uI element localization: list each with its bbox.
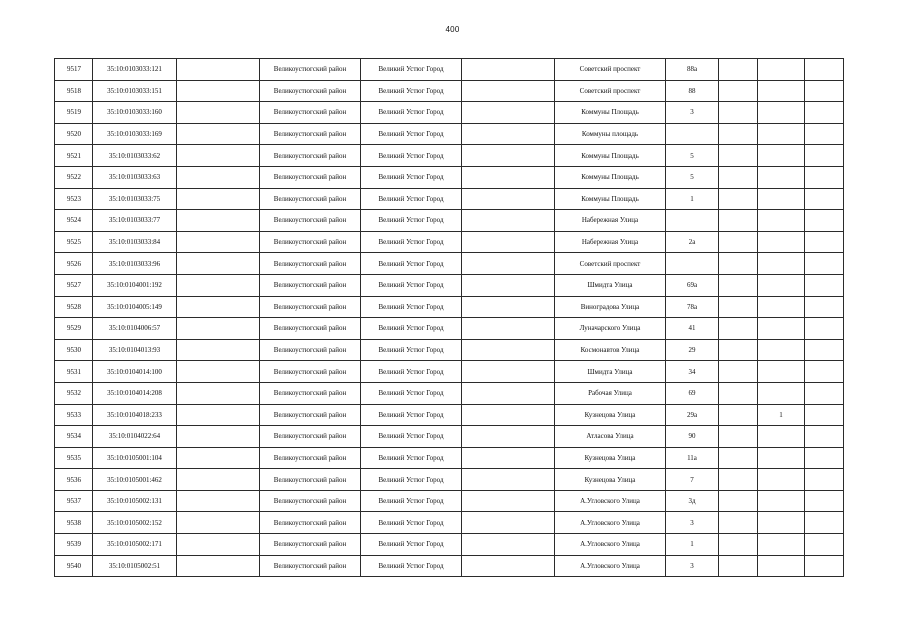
empty-cell: [177, 274, 260, 296]
empty-cell: [719, 555, 758, 577]
empty-cell: [462, 210, 555, 232]
district-cell: Великоустюгский район: [260, 382, 361, 404]
district-cell: Великоустюгский район: [260, 512, 361, 534]
extra-value-cell: [758, 210, 805, 232]
cadastral-number-cell: 35:10:0105001:462: [93, 469, 177, 491]
cadastral-number-cell: 35:10:0104018:233: [93, 404, 177, 426]
street-cell: Коммуны Площадь: [555, 188, 666, 210]
extra-value-cell: [758, 123, 805, 145]
empty-cell: [805, 404, 844, 426]
city-cell: Великий Устюг Город: [361, 555, 462, 577]
city-cell: Великий Устюг Город: [361, 512, 462, 534]
row-number-cell: 9532: [55, 382, 93, 404]
empty-cell: [177, 231, 260, 253]
row-number-cell: 9518: [55, 80, 93, 102]
extra-value-cell: [758, 555, 805, 577]
row-number-cell: 9524: [55, 210, 93, 232]
extra-value-cell: [758, 426, 805, 448]
city-cell: Великий Устюг Город: [361, 210, 462, 232]
cadastral-number-cell: 35:10:0104005:149: [93, 296, 177, 318]
cadastral-number-cell: 35:10:0103033:169: [93, 123, 177, 145]
extra-value-cell: [758, 512, 805, 534]
extra-value-cell: [758, 361, 805, 383]
house-number-cell: [666, 123, 719, 145]
table-row: [55, 361, 844, 383]
district-cell: Великоустюгский район: [260, 490, 361, 512]
empty-cell: [177, 339, 260, 361]
empty-cell: [177, 210, 260, 232]
cadastral-number-cell: 35:10:0104001:192: [93, 274, 177, 296]
city-cell: Великий Устюг Город: [361, 534, 462, 556]
empty-cell: [177, 404, 260, 426]
empty-cell: [177, 253, 260, 275]
street-cell: Набережная Улица: [555, 231, 666, 253]
cadastral-number-cell: 35:10:0103033:62: [93, 145, 177, 167]
empty-cell: [462, 490, 555, 512]
table-row: [55, 166, 844, 188]
empty-cell: [462, 123, 555, 145]
empty-cell: [805, 145, 844, 167]
street-cell: Коммуны Площадь: [555, 102, 666, 124]
extra-value-cell: [758, 188, 805, 210]
empty-cell: [805, 318, 844, 340]
empty-cell: [177, 296, 260, 318]
empty-cell: [462, 361, 555, 383]
house-number-cell: 29а: [666, 404, 719, 426]
empty-cell: [719, 274, 758, 296]
extra-value-cell: [758, 80, 805, 102]
street-cell: Шмидта Улица: [555, 361, 666, 383]
cadastral-number-cell: 35:10:0104006:57: [93, 318, 177, 340]
street-cell: Коммуны Площадь: [555, 145, 666, 167]
house-number-cell: 5: [666, 166, 719, 188]
empty-cell: [177, 469, 260, 491]
table-row: [55, 59, 844, 81]
table-row: [55, 318, 844, 340]
empty-cell: [177, 166, 260, 188]
cadastral-number-cell: 35:10:0103033:77: [93, 210, 177, 232]
empty-cell: [462, 426, 555, 448]
empty-cell: [177, 123, 260, 145]
table-row: [55, 80, 844, 102]
district-cell: Великоустюгский район: [260, 426, 361, 448]
empty-cell: [719, 447, 758, 469]
house-number-cell: 2а: [666, 231, 719, 253]
district-cell: Великоустюгский район: [260, 253, 361, 275]
empty-cell: [719, 490, 758, 512]
empty-cell: [177, 447, 260, 469]
row-number-cell: 9523: [55, 188, 93, 210]
table-row: [55, 102, 844, 124]
empty-cell: [462, 404, 555, 426]
empty-cell: [462, 339, 555, 361]
row-number-cell: 9535: [55, 447, 93, 469]
city-cell: Великий Устюг Город: [361, 469, 462, 491]
table-row: [55, 382, 844, 404]
city-cell: Великий Устюг Город: [361, 339, 462, 361]
empty-cell: [719, 80, 758, 102]
street-cell: Советский проспект: [555, 80, 666, 102]
empty-cell: [462, 534, 555, 556]
city-cell: Великий Устюг Город: [361, 318, 462, 340]
empty-cell: [719, 59, 758, 81]
district-cell: Великоустюгский район: [260, 404, 361, 426]
empty-cell: [177, 382, 260, 404]
row-number-cell: 9533: [55, 404, 93, 426]
street-cell: А.Угловского Улица: [555, 534, 666, 556]
empty-cell: [177, 145, 260, 167]
empty-cell: [719, 382, 758, 404]
district-cell: Великоустюгский район: [260, 318, 361, 340]
district-cell: Великоустюгский район: [260, 534, 361, 556]
empty-cell: [719, 231, 758, 253]
district-cell: Великоустюгский район: [260, 102, 361, 124]
empty-cell: [805, 361, 844, 383]
house-number-cell: 69: [666, 382, 719, 404]
empty-cell: [805, 231, 844, 253]
district-cell: Великоустюгский район: [260, 59, 361, 81]
row-number-cell: 9521: [55, 145, 93, 167]
street-cell: Космонавтов Улица: [555, 339, 666, 361]
extra-value-cell: [758, 318, 805, 340]
table-row: [55, 490, 844, 512]
city-cell: Великий Устюг Город: [361, 145, 462, 167]
extra-value-cell: [758, 534, 805, 556]
city-cell: Великий Устюг Город: [361, 404, 462, 426]
empty-cell: [719, 145, 758, 167]
row-number-cell: 9527: [55, 274, 93, 296]
empty-cell: [462, 274, 555, 296]
street-cell: Советский проспект: [555, 253, 666, 275]
extra-value-cell: [758, 274, 805, 296]
table-row: [55, 253, 844, 275]
district-cell: Великоустюгский район: [260, 80, 361, 102]
extra-value-cell: [758, 490, 805, 512]
table-row: [55, 404, 844, 426]
street-cell: Виноградова Улица: [555, 296, 666, 318]
city-cell: Великий Устюг Город: [361, 80, 462, 102]
empty-cell: [805, 102, 844, 124]
street-cell: Коммуны Площадь: [555, 166, 666, 188]
empty-cell: [719, 123, 758, 145]
row-number-cell: 9536: [55, 469, 93, 491]
empty-cell: [805, 296, 844, 318]
row-number-cell: 9526: [55, 253, 93, 275]
empty-cell: [462, 382, 555, 404]
city-cell: Великий Устюг Город: [361, 447, 462, 469]
empty-cell: [805, 59, 844, 81]
empty-cell: [805, 123, 844, 145]
empty-cell: [805, 490, 844, 512]
empty-cell: [805, 534, 844, 556]
table-row: [55, 274, 844, 296]
registry-table: [54, 58, 844, 577]
table-row: [55, 534, 844, 556]
empty-cell: [462, 80, 555, 102]
district-cell: Великоустюгский район: [260, 166, 361, 188]
row-number-cell: 9517: [55, 59, 93, 81]
district-cell: Великоустюгский район: [260, 274, 361, 296]
house-number-cell: 3: [666, 555, 719, 577]
empty-cell: [805, 426, 844, 448]
empty-cell: [177, 102, 260, 124]
street-cell: Луначарского Улица: [555, 318, 666, 340]
house-number-cell: 88: [666, 80, 719, 102]
empty-cell: [719, 469, 758, 491]
table-row: [55, 210, 844, 232]
district-cell: Великоустюгский район: [260, 210, 361, 232]
extra-value-cell: [758, 447, 805, 469]
city-cell: Великий Устюг Город: [361, 490, 462, 512]
empty-cell: [462, 469, 555, 491]
empty-cell: [719, 296, 758, 318]
empty-cell: [462, 512, 555, 534]
street-cell: Кузнецова Улица: [555, 447, 666, 469]
cadastral-number-cell: 35:10:0103033:75: [93, 188, 177, 210]
empty-cell: [805, 80, 844, 102]
city-cell: Великий Устюг Город: [361, 231, 462, 253]
empty-cell: [805, 382, 844, 404]
cadastral-number-cell: 35:10:0105002:51: [93, 555, 177, 577]
house-number-cell: 11а: [666, 447, 719, 469]
empty-cell: [719, 426, 758, 448]
house-number-cell: [666, 253, 719, 275]
table-row: [55, 123, 844, 145]
empty-cell: [177, 59, 260, 81]
street-cell: Кузнецова Улица: [555, 404, 666, 426]
empty-cell: [177, 361, 260, 383]
city-cell: Великий Устюг Город: [361, 59, 462, 81]
empty-cell: [719, 339, 758, 361]
empty-cell: [719, 210, 758, 232]
row-number-cell: 9540: [55, 555, 93, 577]
cadastral-number-cell: 35:10:0104013:93: [93, 339, 177, 361]
empty-cell: [719, 361, 758, 383]
row-number-cell: 9522: [55, 166, 93, 188]
city-cell: Великий Устюг Город: [361, 361, 462, 383]
district-cell: Великоустюгский район: [260, 469, 361, 491]
street-cell: Шмидта Улица: [555, 274, 666, 296]
district-cell: Великоустюгский район: [260, 361, 361, 383]
empty-cell: [805, 166, 844, 188]
row-number-cell: 9531: [55, 361, 93, 383]
extra-value-cell: [758, 339, 805, 361]
empty-cell: [805, 555, 844, 577]
empty-cell: [805, 447, 844, 469]
district-cell: Великоустюгский район: [260, 123, 361, 145]
city-cell: Великий Устюг Город: [361, 426, 462, 448]
row-number-cell: 9537: [55, 490, 93, 512]
street-cell: Рабочая Улица: [555, 382, 666, 404]
street-cell: А.Угловского Улица: [555, 555, 666, 577]
empty-cell: [462, 145, 555, 167]
house-number-cell: 29: [666, 339, 719, 361]
row-number-cell: 9534: [55, 426, 93, 448]
table-row: [55, 512, 844, 534]
empty-cell: [805, 339, 844, 361]
city-cell: Великий Устюг Город: [361, 274, 462, 296]
house-number-cell: 41: [666, 318, 719, 340]
house-number-cell: 34: [666, 361, 719, 383]
empty-cell: [462, 318, 555, 340]
table-row: [55, 145, 844, 167]
house-number-cell: 3д: [666, 490, 719, 512]
empty-cell: [719, 102, 758, 124]
empty-cell: [177, 534, 260, 556]
empty-cell: [462, 555, 555, 577]
empty-cell: [462, 166, 555, 188]
district-cell: Великоустюгский район: [260, 339, 361, 361]
row-number-cell: 9519: [55, 102, 93, 124]
street-cell: Кузнецова Улица: [555, 469, 666, 491]
cadastral-number-cell: 35:10:0105002:152: [93, 512, 177, 534]
house-number-cell: 78а: [666, 296, 719, 318]
district-cell: Великоустюгский район: [260, 296, 361, 318]
empty-cell: [719, 534, 758, 556]
house-number-cell: [666, 210, 719, 232]
table-row: [55, 188, 844, 210]
district-cell: Великоустюгский район: [260, 447, 361, 469]
empty-cell: [805, 253, 844, 275]
row-number-cell: 9528: [55, 296, 93, 318]
row-number-cell: 9538: [55, 512, 93, 534]
street-cell: Набережная Улица: [555, 210, 666, 232]
cadastral-number-cell: 35:10:0105002:171: [93, 534, 177, 556]
house-number-cell: 3: [666, 512, 719, 534]
extra-value-cell: [758, 296, 805, 318]
empty-cell: [805, 469, 844, 491]
street-cell: А.Угловского Улица: [555, 512, 666, 534]
city-cell: Великий Устюг Город: [361, 123, 462, 145]
empty-cell: [805, 210, 844, 232]
extra-value-cell: [758, 469, 805, 491]
extra-value-cell: [758, 59, 805, 81]
house-number-cell: 5: [666, 145, 719, 167]
empty-cell: [177, 188, 260, 210]
cadastral-number-cell: 35:10:0103033:63: [93, 166, 177, 188]
house-number-cell: 69а: [666, 274, 719, 296]
house-number-cell: 88а: [666, 59, 719, 81]
street-cell: Атласова Улица: [555, 426, 666, 448]
empty-cell: [177, 555, 260, 577]
cadastral-number-cell: 35:10:0103033:96: [93, 253, 177, 275]
row-number-cell: 9539: [55, 534, 93, 556]
house-number-cell: 7: [666, 469, 719, 491]
table-row: [55, 296, 844, 318]
street-cell: Советский проспект: [555, 59, 666, 81]
empty-cell: [462, 102, 555, 124]
empty-cell: [462, 59, 555, 81]
table-row: [55, 447, 844, 469]
empty-cell: [719, 512, 758, 534]
empty-cell: [719, 166, 758, 188]
street-cell: А.Угловского Улица: [555, 490, 666, 512]
table-row: [55, 469, 844, 491]
empty-cell: [719, 318, 758, 340]
extra-value-cell: [758, 382, 805, 404]
house-number-cell: 90: [666, 426, 719, 448]
cadastral-number-cell: 35:10:0103033:84: [93, 231, 177, 253]
city-cell: Великий Устюг Город: [361, 253, 462, 275]
extra-value-cell: 1: [758, 404, 805, 426]
registry-table-body: [55, 59, 844, 577]
cadastral-number-cell: 35:10:0103033:121: [93, 59, 177, 81]
empty-cell: [719, 188, 758, 210]
empty-cell: [177, 512, 260, 534]
cadastral-number-cell: 35:10:0105002:131: [93, 490, 177, 512]
empty-cell: [805, 512, 844, 534]
district-cell: Великоустюгский район: [260, 145, 361, 167]
cadastral-number-cell: 35:10:0104014:100: [93, 361, 177, 383]
city-cell: Великий Устюг Город: [361, 188, 462, 210]
empty-cell: [719, 253, 758, 275]
extra-value-cell: [758, 102, 805, 124]
empty-cell: [177, 80, 260, 102]
empty-cell: [177, 318, 260, 340]
table-row: [55, 231, 844, 253]
cadastral-number-cell: 35:10:0104022:64: [93, 426, 177, 448]
empty-cell: [177, 426, 260, 448]
empty-cell: [462, 253, 555, 275]
row-number-cell: 9525: [55, 231, 93, 253]
street-cell: Коммуны площадь: [555, 123, 666, 145]
table-row: [55, 555, 844, 577]
city-cell: Великий Устюг Город: [361, 296, 462, 318]
empty-cell: [805, 188, 844, 210]
city-cell: Великий Устюг Город: [361, 102, 462, 124]
empty-cell: [462, 296, 555, 318]
cadastral-number-cell: 35:10:0104014:208: [93, 382, 177, 404]
table-row: [55, 426, 844, 448]
house-number-cell: 3: [666, 102, 719, 124]
row-number-cell: 9520: [55, 123, 93, 145]
city-cell: Великий Устюг Город: [361, 382, 462, 404]
extra-value-cell: [758, 231, 805, 253]
cadastral-number-cell: 35:10:0103033:160: [93, 102, 177, 124]
row-number-cell: 9529: [55, 318, 93, 340]
empty-cell: [462, 188, 555, 210]
empty-cell: [719, 404, 758, 426]
table-row: [55, 339, 844, 361]
district-cell: Великоустюгский район: [260, 555, 361, 577]
district-cell: Великоустюгский район: [260, 188, 361, 210]
house-number-cell: 1: [666, 188, 719, 210]
extra-value-cell: [758, 145, 805, 167]
page-number: 400: [445, 25, 460, 34]
row-number-cell: 9530: [55, 339, 93, 361]
house-number-cell: 1: [666, 534, 719, 556]
district-cell: Великоустюгский район: [260, 231, 361, 253]
empty-cell: [177, 490, 260, 512]
cadastral-number-cell: 35:10:0105001:104: [93, 447, 177, 469]
extra-value-cell: [758, 253, 805, 275]
empty-cell: [462, 447, 555, 469]
empty-cell: [462, 231, 555, 253]
city-cell: Великий Устюг Город: [361, 166, 462, 188]
cadastral-number-cell: 35:10:0103033:151: [93, 80, 177, 102]
extra-value-cell: [758, 166, 805, 188]
empty-cell: [805, 274, 844, 296]
